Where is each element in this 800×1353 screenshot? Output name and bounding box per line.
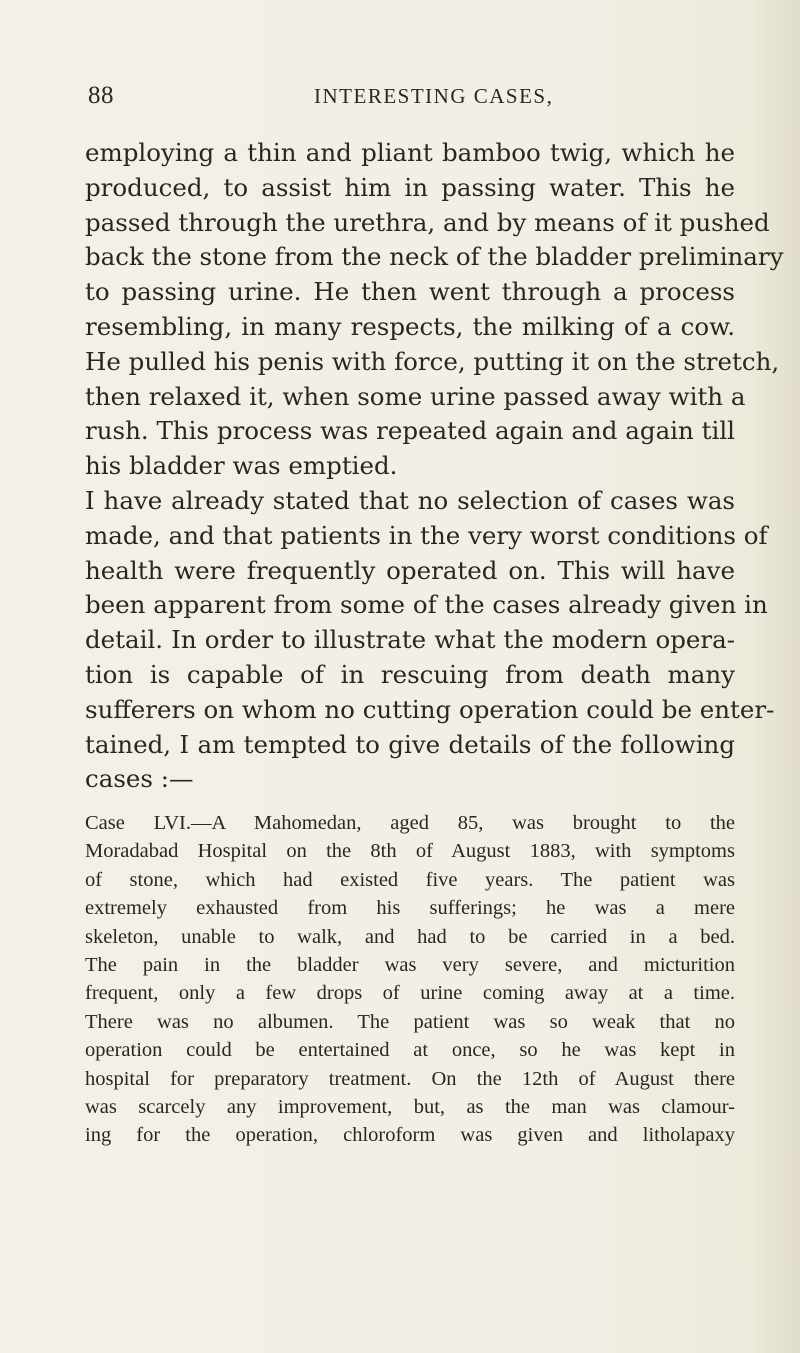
text-line: been apparent from some of the cases already given in bbox=[85, 590, 768, 620]
text-line: tion is capable of in rescuing from death many bbox=[85, 659, 735, 689]
case-line: frequent, only a few drops of urine coming away at a time. bbox=[85, 982, 735, 1005]
case-report bbox=[85, 809, 735, 1150]
case-line: There was no albumen. The patient was so weak that no bbox=[85, 1010, 735, 1033]
case-line: Moradabad Hospital on the 8th of August 1883, with symptoms bbox=[85, 840, 735, 863]
case-line: was scarcely any improvement, but, as the man was clamour- bbox=[85, 1096, 735, 1119]
text-line: to passing urine. He then went through a process bbox=[85, 277, 735, 307]
case-line: operation could be entertained at once, so he was kept in bbox=[85, 1039, 735, 1062]
case-line: extremely exhausted from his sufferings; he was a mere bbox=[85, 897, 735, 920]
page-header bbox=[88, 82, 728, 116]
text-line: made, and that patients in the very worst conditions of bbox=[85, 520, 768, 550]
text-line: resembling, in many respects, the milking of a cow. bbox=[85, 311, 735, 341]
text-line: produced, to assist him in passing water. This he bbox=[85, 172, 735, 202]
text-line: his bladder was emptied. bbox=[85, 451, 398, 481]
page-number: 88 bbox=[88, 82, 114, 109]
text-line: back the stone from the neck of the bladder preliminary bbox=[85, 242, 784, 272]
text-line: I have already stated that no selection of cases was bbox=[85, 485, 735, 515]
text-line: health were frequently operated on. This will have bbox=[85, 555, 735, 585]
main-text bbox=[85, 136, 784, 797]
running-head: INTERESTING CASES, bbox=[314, 84, 554, 108]
case-line: Case LVI.—A Mahomedan, aged 85, was brought to the bbox=[85, 812, 735, 834]
text-line: tained, I am tempted to give details of the following bbox=[85, 729, 735, 759]
case-line: skeleton, unable to walk, and had to be carried in a bed. bbox=[85, 925, 735, 948]
case-line: hospital for preparatory treatment. On the 12th of August there bbox=[85, 1067, 735, 1090]
case-line: ing for the operation, chloroform was given and litholapaxy bbox=[85, 1124, 735, 1147]
text-line: passed through the urethra, and by means of it pushed bbox=[85, 207, 770, 237]
text-line: rush. This process was repeated again and again till bbox=[85, 416, 735, 446]
text-line: sufferers on whom no cutting operation could be enter- bbox=[85, 694, 775, 724]
text-line: He pulled his penis with force, putting it on the stretch, bbox=[85, 346, 780, 376]
text-line: then relaxed it, when some urine passed away with a bbox=[85, 381, 746, 411]
case-line: The pain in the bladder was very severe, and micturition bbox=[85, 954, 735, 977]
text-line: cases :— bbox=[85, 764, 194, 794]
text-line: employing a thin and pliant bamboo twig, which he bbox=[85, 138, 735, 167]
text-line: detail. In order to illustrate what the modern opera- bbox=[85, 625, 735, 655]
case-line: of stone, which had existed five years. The patient was bbox=[85, 868, 735, 891]
